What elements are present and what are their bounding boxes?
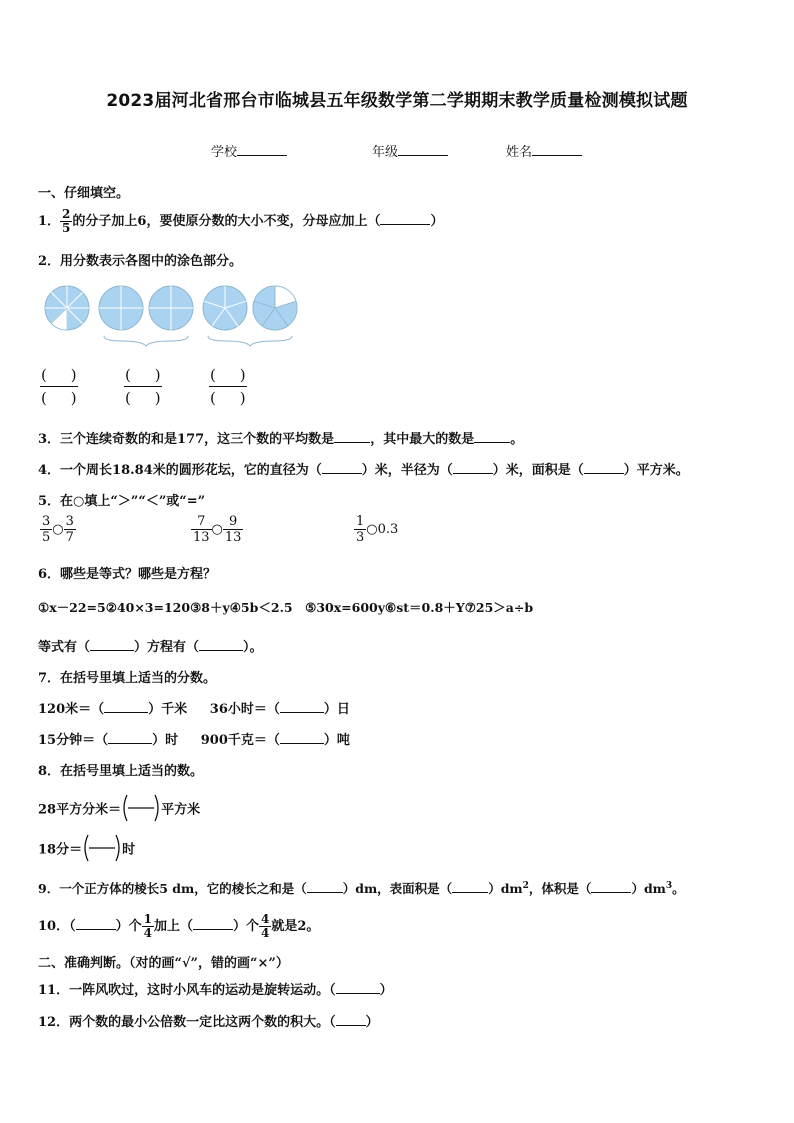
- q8-row-2: 18分＝ 时: [38, 834, 135, 866]
- q1-number: 1．: [38, 214, 61, 229]
- q10-blank-1[interactable]: [76, 917, 116, 930]
- q4-blank-1[interactable]: [322, 461, 362, 474]
- q2-circle-figures: [42, 284, 312, 350]
- q7-blank-1[interactable]: [104, 700, 148, 713]
- q7-blank-2[interactable]: [280, 700, 324, 713]
- q6-expressions: ①x－22=5②40×3=120③8＋y④5b＜2.5 ⑤30x=600y⑥st＝0.8＋Y⑦25＞a÷b: [38, 600, 534, 615]
- question-10: 10．（ ）个 $\frac{1}{4}$ 加上（ ）个 $\frac{4}{4}$ 就是2。: [38, 912, 320, 940]
- grade-field[interactable]: [372, 141, 448, 160]
- question-2: 2．用分数表示各图中的涂色部分。: [38, 254, 243, 269]
- q11-blank[interactable]: [336, 981, 380, 994]
- q3-blank-2[interactable]: [474, 430, 510, 443]
- name-label: 姓名: [506, 145, 533, 160]
- question-3: 3．三个连续奇数的和是177，这三个数的平均数是 ，其中最大的数是 。: [38, 432, 524, 447]
- circle-2: [99, 286, 143, 330]
- q1-answer-blank[interactable]: [380, 212, 430, 225]
- circle-4: [203, 286, 247, 330]
- question-1: 1． $\frac{2}{5}$ 的分子加上6，要使原分数的大小不变，分母应加上（ ）: [38, 207, 444, 235]
- question-7: 7．在括号里填上适当的分数。: [38, 671, 217, 686]
- name-blank[interactable]: [532, 143, 582, 156]
- q5-compare-3[interactable]: $\frac{1}{3}$ ○0.3: [356, 514, 399, 545]
- q6-formulas-blank[interactable]: [199, 638, 243, 651]
- q1-fraction: $\frac{2}{5}$: [62, 207, 71, 235]
- question-8: 8．在括号里填上适当的数。: [38, 764, 204, 779]
- question-12: 12．两个数的最小公倍数一定比这两个数的积大。（ ）: [38, 1015, 379, 1030]
- q2-answer-3[interactable]: ( ) ( ): [210, 366, 246, 407]
- q8-fraction-blank-1[interactable]: [121, 794, 161, 826]
- q6-answer: 等式有（ ）方程有（ ）。: [38, 640, 263, 655]
- page-title: 2023届河北省邢台市临城县五年级数学第二学期期末教学质量检测模拟试题: [106, 91, 688, 111]
- q9-blank-1[interactable]: [307, 880, 343, 893]
- brace-1: [104, 336, 188, 346]
- q9-blank-2[interactable]: [452, 880, 488, 893]
- q5-compare-1[interactable]: $\frac{3}{5}$ ○ $\frac{3}{7}$: [42, 514, 74, 545]
- q7-blank-4[interactable]: [280, 731, 324, 744]
- q2-answer-1[interactable]: ( ) ( ): [41, 366, 77, 407]
- school-blank[interactable]: [237, 143, 287, 156]
- q9-blank-3[interactable]: [591, 880, 631, 893]
- question-6: 6．哪些是等式？哪些是方程？: [38, 567, 217, 582]
- q7-blank-3[interactable]: [108, 731, 152, 744]
- q3-blank-1[interactable]: [334, 430, 370, 443]
- q1-text: 的分子加上6，要使原分数的大小不变，分母应加上（: [72, 214, 381, 229]
- section-1-heading: 一、仔细填空。: [38, 186, 130, 201]
- q7-row-2: 15分钟＝（ ）时 900千克＝（ ）吨: [38, 733, 350, 748]
- q10-fraction-1: $\frac{1}{4}$: [143, 912, 152, 940]
- brace-2: [208, 336, 292, 346]
- section-2-heading: 二、准确判断。（对的画“√”，错的画“×”）: [38, 956, 289, 971]
- q8-row-1: 28平方分米＝ 平方米: [38, 794, 200, 826]
- q4-blank-2[interactable]: [453, 461, 493, 474]
- grade-label: 年级: [372, 145, 399, 160]
- circle-5: [253, 286, 297, 330]
- compare-circle[interactable]: ○: [366, 522, 378, 537]
- question-9: 9．一个正方体的棱长5 dm，它的棱长之和是（ ）dm，表面积是（ ）$dm^2$，体积是（ ）$dm^3$。: [38, 880, 685, 896]
- q6-equations-blank[interactable]: [90, 638, 134, 651]
- q5-compare-2[interactable]: $\frac{7}{13}$ ○ $\frac{9}{13}$: [193, 514, 242, 545]
- q2-answer-2[interactable]: ( ) ( ): [125, 366, 161, 407]
- q7-row-1: 120米＝（ ）千米 36小时＝（ ）日: [38, 702, 350, 717]
- school-label: 学校: [211, 145, 238, 160]
- question-5: 5．在○填上“＞”“＜”或“=”: [38, 494, 206, 509]
- school-field[interactable]: [211, 141, 287, 160]
- question-4: 4．一个周长18.84米的圆形花坛，它的直径为（ ）米，半径为（ ）米，面积是（ ）平方米。: [38, 463, 689, 478]
- question-11: 11．一阵风吹过，这时小风车的运动是旋转运动。（ ）: [38, 983, 393, 998]
- circle-3: [149, 286, 193, 330]
- name-field[interactable]: [506, 141, 582, 160]
- q10-fraction-2: $\frac{4}{4}$: [261, 912, 270, 940]
- q4-blank-3[interactable]: [584, 461, 624, 474]
- circle-1: [45, 286, 89, 330]
- compare-circle[interactable]: ○: [52, 522, 64, 537]
- q12-blank[interactable]: [336, 1013, 366, 1026]
- q8-fraction-blank-2[interactable]: [82, 834, 122, 866]
- grade-blank[interactable]: [398, 143, 448, 156]
- q10-blank-2[interactable]: [193, 917, 233, 930]
- compare-circle[interactable]: ○: [211, 522, 223, 537]
